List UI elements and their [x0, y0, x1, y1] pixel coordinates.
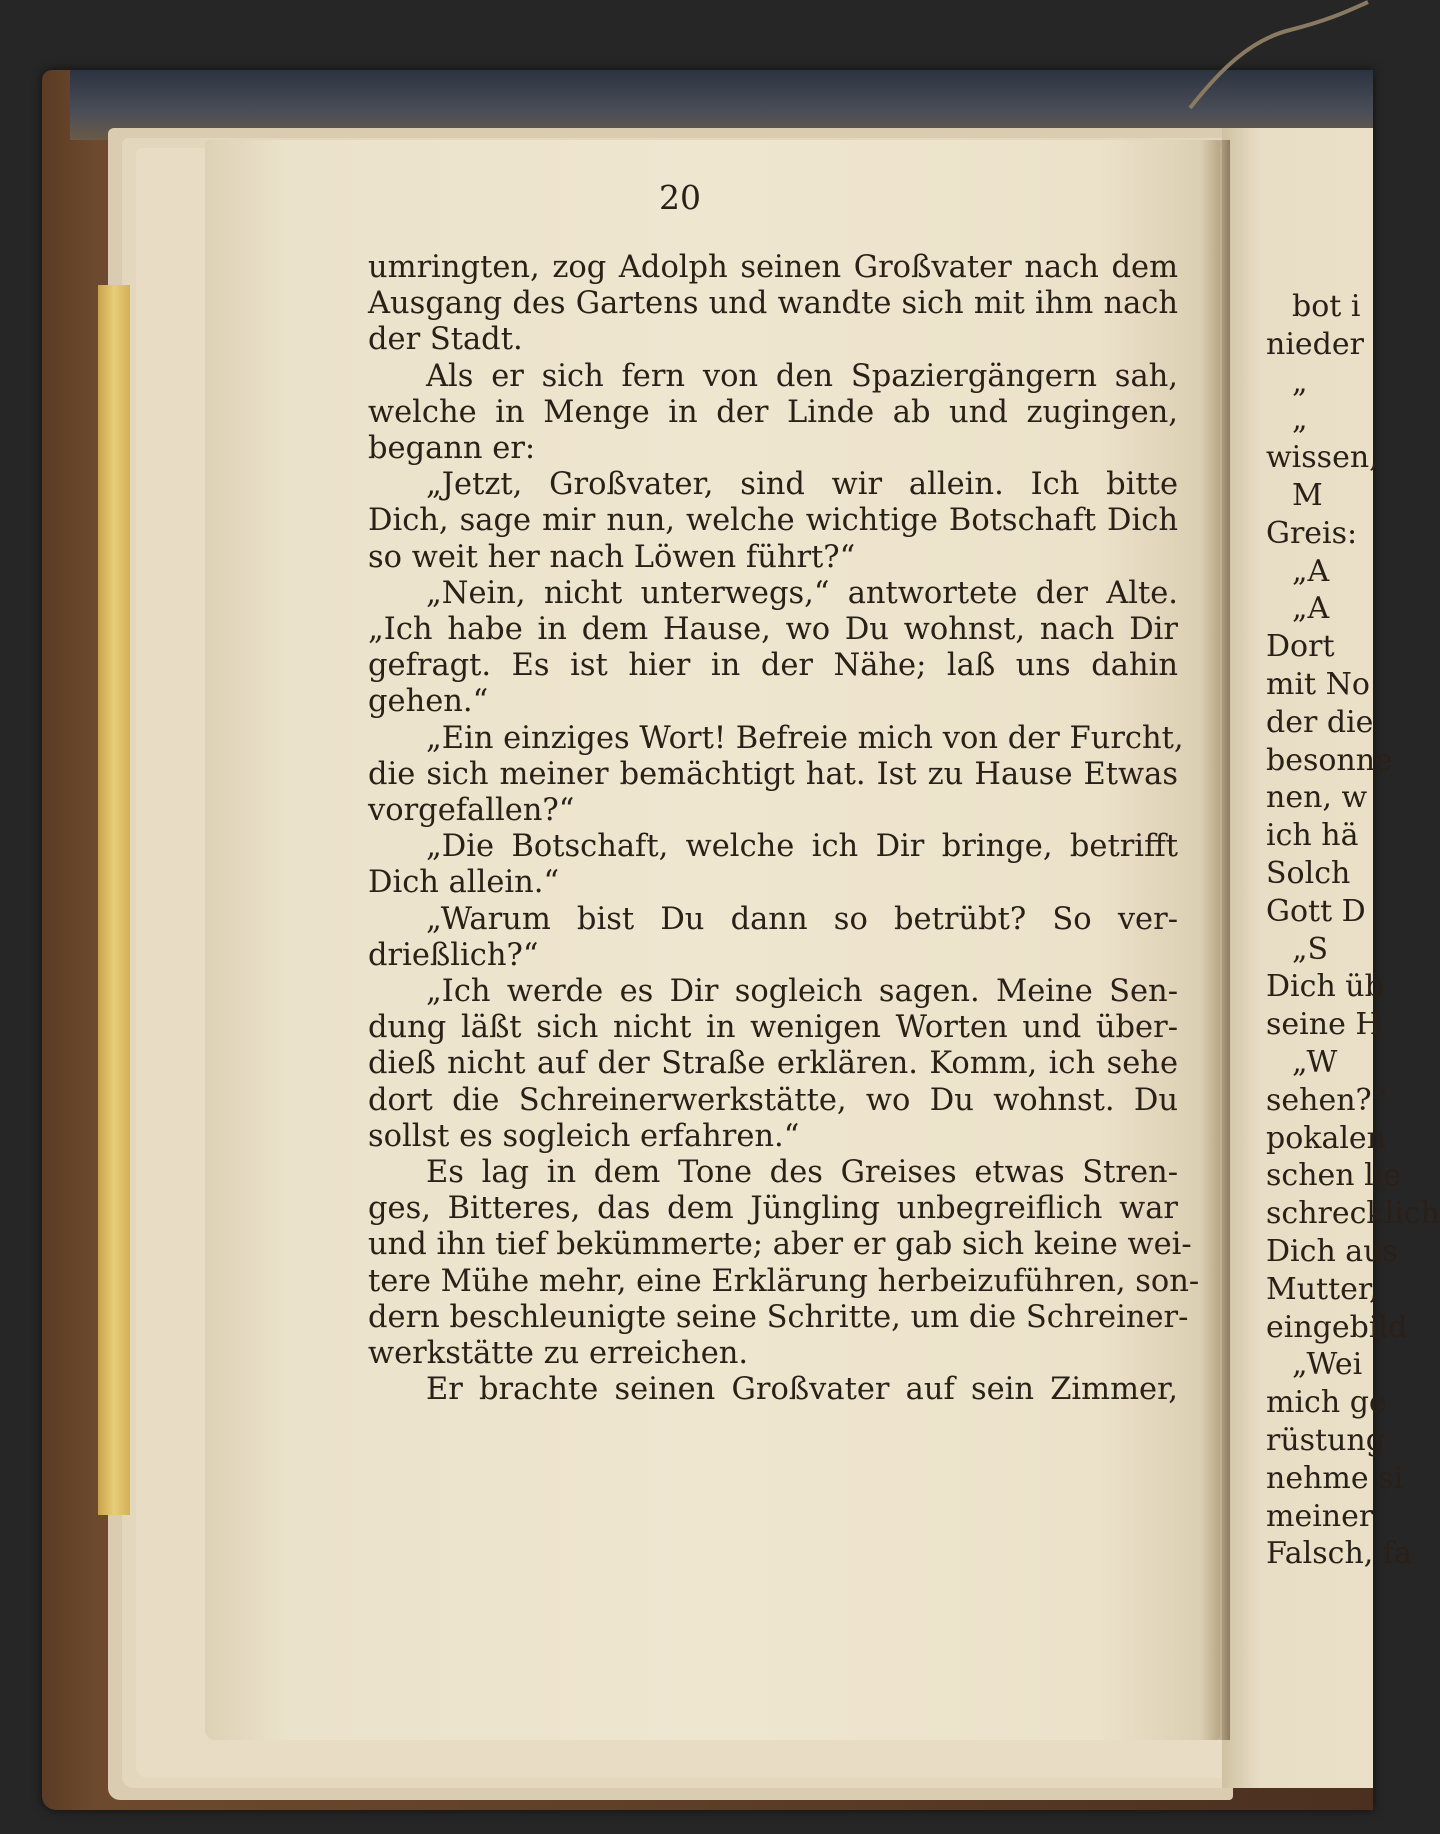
facing-text-line: „: [1292, 402, 1308, 438]
text-line: drießlich?“: [368, 937, 539, 973]
bookmark-strip: [98, 285, 130, 1515]
facing-text-line: schen lie: [1266, 1158, 1402, 1194]
text-line: Dich allein.“: [368, 865, 560, 901]
text-line: die sich meiner bemächtigt hat. Ist zu Hause Etwas: [368, 756, 1178, 792]
text-line: gefragt. Es ist hier in der Nähe; laß uns dahin: [368, 648, 1178, 684]
facing-text-line: Greis:: [1266, 515, 1358, 551]
facing-text-line: mich ge: [1266, 1385, 1387, 1421]
facing-text-line: „W: [1292, 1044, 1338, 1080]
text-line: tere Mühe mehr, eine Erklärung herbeizuführen, son-: [368, 1263, 1200, 1299]
facing-text-line: „: [1292, 364, 1308, 400]
facing-text-line: Dort: [1266, 629, 1335, 665]
text-line: dieß nicht auf der Straße erklären. Komm, ich sehe: [368, 1046, 1178, 1082]
text-line: Es lag in dem Tone des Greises etwas Stren-: [426, 1155, 1178, 1191]
text-line: vorgefallen?“: [368, 793, 575, 829]
text-line: begann er:: [368, 431, 536, 467]
facing-text-line: „A: [1292, 553, 1330, 589]
facing-text-line: der die: [1266, 704, 1374, 740]
text-line: Ausgang des Gartens und wandte sich mit ihm nach: [368, 286, 1178, 322]
facing-text-line: eingebild: [1266, 1309, 1408, 1345]
facing-text-line: seine H: [1266, 1007, 1382, 1043]
text-line: „Ich habe in dem Hause, wo Du wohnst, nach Dir: [368, 612, 1178, 648]
facing-text-line: Gott D: [1266, 893, 1366, 929]
text-line: Er brachte seinen Großvater auf sein Zimmer,: [426, 1372, 1178, 1408]
facing-page-text: [1266, 288, 1440, 1573]
facing-text-line: Falsch, fa: [1266, 1536, 1412, 1572]
facing-text-line: bot i: [1292, 289, 1361, 324]
facing-text-line: nehme si: [1266, 1460, 1404, 1496]
text-line: umringten, zog Adolph seinen Großvater nach dem: [368, 250, 1178, 285]
text-line: sollst es sogleich erfahren.“: [368, 1118, 800, 1154]
facing-text-line: nen, w: [1266, 780, 1368, 816]
facing-text-line: M: [1292, 477, 1323, 513]
facing-text-line: besonne: [1266, 742, 1393, 778]
text-line: so weit her nach Löwen führt?“: [368, 539, 856, 575]
facing-text-line: rüstung: [1266, 1422, 1385, 1458]
text-line: „Jetzt, Großvater, sind wir allein. Ich bitte: [426, 467, 1178, 503]
facing-text-line: Dich aus: [1266, 1233, 1398, 1269]
facing-text-line: meiner: [1266, 1498, 1374, 1534]
main-text-column: [368, 250, 1200, 1409]
bookmark-string: [1180, 0, 1370, 110]
text-line: ges, Bitteres, das dem Jüngling unbegreiflich war: [368, 1191, 1178, 1227]
text-line: dort die Schreinerwerkstätte, wo Du wohnst. Du: [368, 1082, 1178, 1118]
text-line: gehen.“: [368, 684, 489, 720]
page-number: 20: [659, 178, 701, 217]
facing-text-line: mit No: [1266, 666, 1370, 702]
facing-text-line: ich hä: [1266, 818, 1359, 854]
text-line: „Ein einziges Wort! Befreie mich von der Furcht,: [426, 720, 1184, 756]
facing-text-line: schrecklich: [1266, 1196, 1440, 1232]
facing-text-line: wissen,: [1266, 440, 1379, 476]
facing-text-line: Mutter,: [1266, 1271, 1379, 1307]
text-line: „Warum bist Du dann so betrübt? So ver-: [426, 901, 1178, 937]
text-line: „Die Botschaft, welche ich Dir bringe, betrifft: [426, 829, 1178, 865]
text-line: „Nein, nicht unterwegs,“ antwortete der Alte.: [426, 575, 1178, 611]
page-gutter: [1200, 140, 1230, 1740]
facing-text-line: „S: [1292, 931, 1329, 967]
text-line: dern beschleunigte seine Schritte, um die Schreiner-: [368, 1299, 1189, 1335]
facing-text-line: Solch: [1266, 855, 1351, 891]
facing-text-line: nieder: [1266, 326, 1364, 362]
facing-text-line: Dich üb: [1266, 969, 1384, 1005]
text-line: und ihn tief bekümmerte; aber er gab sich keine wei-: [368, 1227, 1192, 1263]
facing-text-line: pokalen: [1266, 1120, 1386, 1156]
facing-text-line: „A: [1292, 591, 1330, 627]
text-line: der Stadt.: [368, 322, 523, 358]
text-line: welche in Menge in der Linde ab und zugingen,: [368, 394, 1178, 430]
text-line: werkstätte zu erreichen.: [368, 1336, 749, 1372]
text-line: Dich, sage mir nun, welche wichtige Botschaft Dich: [368, 503, 1178, 539]
facing-text-line: sehen?“: [1266, 1082, 1387, 1118]
text-line: „Ich werde es Dir sogleich sagen. Meine Sen-: [426, 974, 1178, 1010]
text-line: Als er sich fern von den Spaziergängern sah,: [426, 358, 1178, 394]
facing-text-line: „Wei: [1292, 1347, 1363, 1383]
text-line: dung läßt sich nicht in wenigen Worten und über-: [368, 1010, 1178, 1046]
